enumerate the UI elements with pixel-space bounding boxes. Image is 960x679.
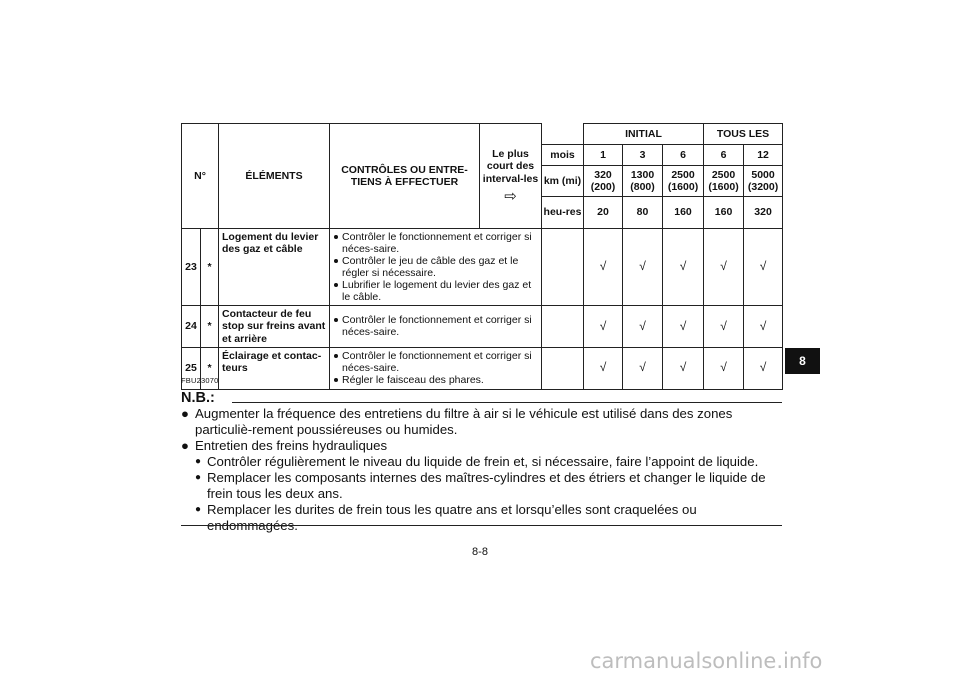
unit-label-km: km (mi) xyxy=(542,166,584,197)
check-mark: √ xyxy=(663,229,704,306)
note-item xyxy=(181,438,783,454)
check-mark: √ xyxy=(584,306,623,347)
dealer-star: * xyxy=(201,306,219,347)
check-mark: √ xyxy=(744,306,783,347)
check-mark: √ xyxy=(584,229,623,306)
note-divider xyxy=(232,402,782,403)
table-row xyxy=(182,229,783,306)
row-checks xyxy=(330,229,542,306)
unit-value: 160 xyxy=(663,197,704,229)
row-element: Logement du levier des gaz et câble xyxy=(219,229,330,306)
check-item: Contrôler le fonctionnement et corriger si néces-saire. xyxy=(334,314,537,338)
row-checks xyxy=(330,347,542,389)
row-blank xyxy=(542,347,584,389)
header-controls xyxy=(330,124,480,229)
row-checks xyxy=(330,306,542,347)
unit-value: 3 xyxy=(623,145,663,166)
unit-value: 6 xyxy=(704,145,744,166)
table-row xyxy=(182,306,783,347)
unit-value: 160 xyxy=(704,197,744,229)
row-number: 25 xyxy=(182,347,201,389)
check-mark: √ xyxy=(744,347,783,389)
unit-value: 20 xyxy=(584,197,623,229)
unit-value: 1 xyxy=(584,145,623,166)
note-text: Remplacer les durites de frein tous les quatre ans et lorsqu’elles sont craquelées ou endommagées. xyxy=(207,502,697,533)
check-mark: √ xyxy=(704,229,744,306)
header-controls-text: CONTRÔLES OU ENTRE-TIENS À EFFECTUER xyxy=(341,163,468,188)
check-mark: √ xyxy=(623,347,663,389)
row-element: Contacteur de feu stop sur freins avant et arrière xyxy=(219,306,330,347)
reference-code: FBU23070 xyxy=(181,376,219,385)
dealer-star: * xyxy=(201,229,219,306)
note-title: N.B.: xyxy=(181,390,215,406)
unit-value: 80 xyxy=(623,197,663,229)
row-number: 24 xyxy=(182,306,201,347)
unit-value: 320 xyxy=(744,197,783,229)
header-elements: ÉLÉMENTS xyxy=(219,124,330,229)
check-item: Contrôler le fonctionnement et corriger si néces-saire. xyxy=(334,231,537,255)
row-number: 23 xyxy=(182,229,201,306)
header-no: N° xyxy=(182,124,219,229)
check-mark: √ xyxy=(663,306,704,347)
bullet-icon: ● xyxy=(181,438,189,453)
check-item: Contrôler le fonctionnement et corriger si néces-saire. xyxy=(334,350,537,374)
note-text: Entretien des freins hydrauliques xyxy=(195,438,388,453)
check-mark: √ xyxy=(623,306,663,347)
unit-value: 2500 (1600) xyxy=(704,166,744,197)
check-item: Régler le faisceau des phares. xyxy=(334,374,537,386)
header-initial: INITIAL xyxy=(584,124,704,145)
right-arrow-icon: ⇨ xyxy=(504,187,517,205)
table-row xyxy=(182,347,783,389)
unit-label-hours: heu-res xyxy=(542,197,584,229)
check-item: Lubrifier le logement du levier des gaz et le câble. xyxy=(334,279,537,303)
bottom-divider xyxy=(181,525,782,526)
check-mark: √ xyxy=(704,306,744,347)
check-mark: √ xyxy=(744,229,783,306)
dealer-star: * xyxy=(201,347,219,389)
chapter-tab: 8 xyxy=(785,348,820,374)
unit-value: 1300 (800) xyxy=(623,166,663,197)
header-shortest-text: Le plus court des interval-les xyxy=(482,148,539,185)
bullet-icon: ● xyxy=(181,406,189,421)
unit-value: 12 xyxy=(744,145,783,166)
note-item xyxy=(181,406,783,438)
check-mark: √ xyxy=(663,347,704,389)
unit-label-months: mois xyxy=(542,145,584,166)
small-bullet-icon: ● xyxy=(195,504,202,515)
note-subitem xyxy=(181,470,783,502)
note-list xyxy=(181,406,783,534)
check-mark: √ xyxy=(584,347,623,389)
check-mark: √ xyxy=(704,347,744,389)
unit-value: 320 (200) xyxy=(584,166,623,197)
header-shortest-interval xyxy=(480,124,542,229)
header-blank xyxy=(542,124,584,145)
note-text: Augmenter la fréquence des entretiens du filtre à air si le véhicule est utilisé dans des zones particuliè-rement poussiéreuses ou humides. xyxy=(195,406,733,437)
note-text: Remplacer les composants internes des maîtres-cylindres et des étriers et changer le liquide de frein tous les deux ans. xyxy=(207,470,766,501)
check-mark: √ xyxy=(623,229,663,306)
small-bullet-icon: ● xyxy=(195,456,202,467)
watermark: carmanualsonline.info xyxy=(590,649,823,673)
row-blank xyxy=(542,306,584,347)
note-subitem xyxy=(181,502,783,534)
unit-value: 5000 (3200) xyxy=(744,166,783,197)
header-every: TOUS LES xyxy=(704,124,783,145)
check-item: Contrôler le jeu de câble des gaz et le régler si nécessaire. xyxy=(334,255,537,279)
note-text: Contrôler régulièrement le niveau du liquide de frein et, si nécessaire, faire l’appoint de liquide. xyxy=(207,454,759,469)
page-number: 8-8 xyxy=(472,546,488,558)
unit-value: 6 xyxy=(663,145,704,166)
note-subitem xyxy=(181,454,783,470)
maintenance-table xyxy=(181,123,783,390)
unit-value: 2500 (1600) xyxy=(663,166,704,197)
small-bullet-icon: ● xyxy=(195,472,202,483)
row-element: Éclairage et contac-teurs xyxy=(219,347,330,389)
row-blank xyxy=(542,229,584,306)
